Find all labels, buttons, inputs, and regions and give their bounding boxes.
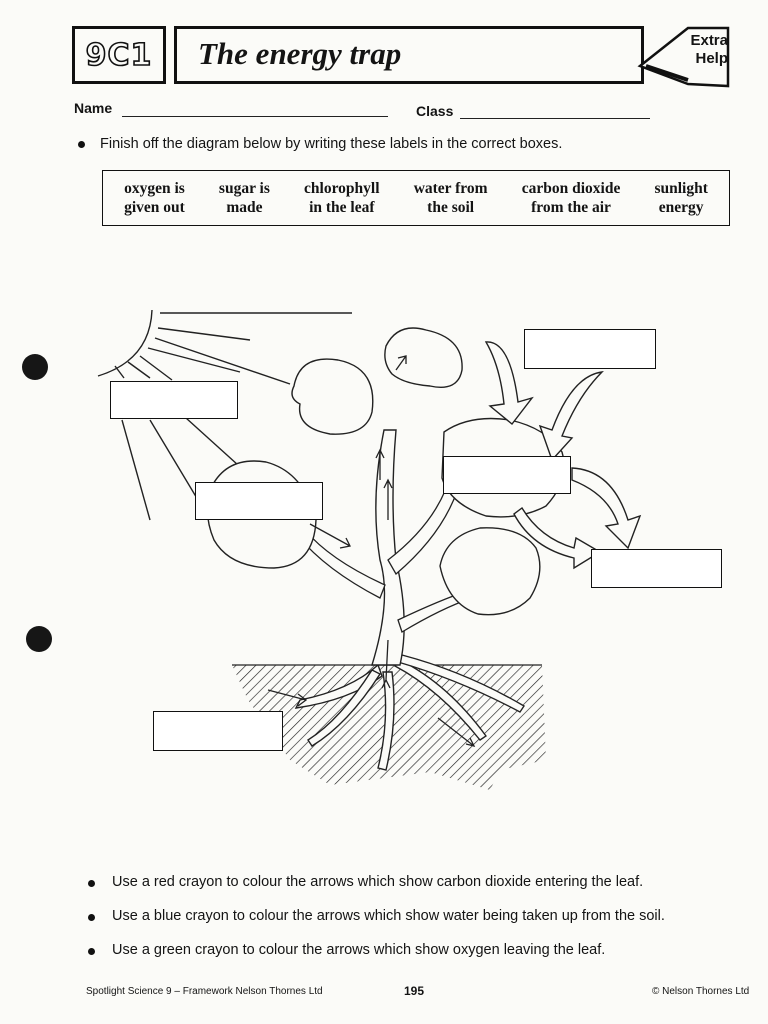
answer-box-sun[interactable] [110,381,238,419]
bullet-icon [88,914,95,921]
class-label: Class [416,103,454,119]
extra-label: Extra [690,32,728,49]
bullet-icon [88,948,95,955]
footer-left: Spotlight Science 9 – Framework Nelson Thornes Ltd [86,986,323,997]
instruction-top: Finish off the diagram below by writing these labels in the correct boxes. [100,136,563,152]
answer-box-center-leaf[interactable] [443,456,571,494]
word-bank-item: oxygen is given out [124,180,185,216]
answer-box-left-leaf[interactable] [195,482,323,520]
instruction-red: Use a red crayon to colour the arrows which show carbon dioxide entering the leaf. [112,874,644,890]
answer-box-roots[interactable] [153,711,283,751]
word-bank-item: chlorophyll in the leaf [304,180,380,216]
word-bank-item: sugar is made [218,180,270,216]
page-title: The energy trap [198,36,402,71]
word-bank-item: water from the soil [413,180,488,216]
stem-icon [372,430,404,665]
word-bank-item: carbon dioxide from the air [521,180,621,216]
bullet-icon [88,880,95,887]
name-label: Name [74,100,113,116]
instruction-green: Use a green crayon to colour the arrows which show oxygen leaving the leaf. [112,942,606,958]
word-bank-item: sunlight energy [654,180,708,216]
instruction-blue: Use a blue crayon to colour the arrows which show water being taken up from the soil. [112,908,665,924]
answer-box-top-right[interactable] [524,329,656,369]
footer-right: © Nelson Thornes Ltd [652,986,750,997]
answer-box-right[interactable] [591,549,722,588]
help-label: Help [695,50,728,67]
page-number: 195 [404,984,425,998]
worksheet-code: 9C1 [85,37,153,73]
